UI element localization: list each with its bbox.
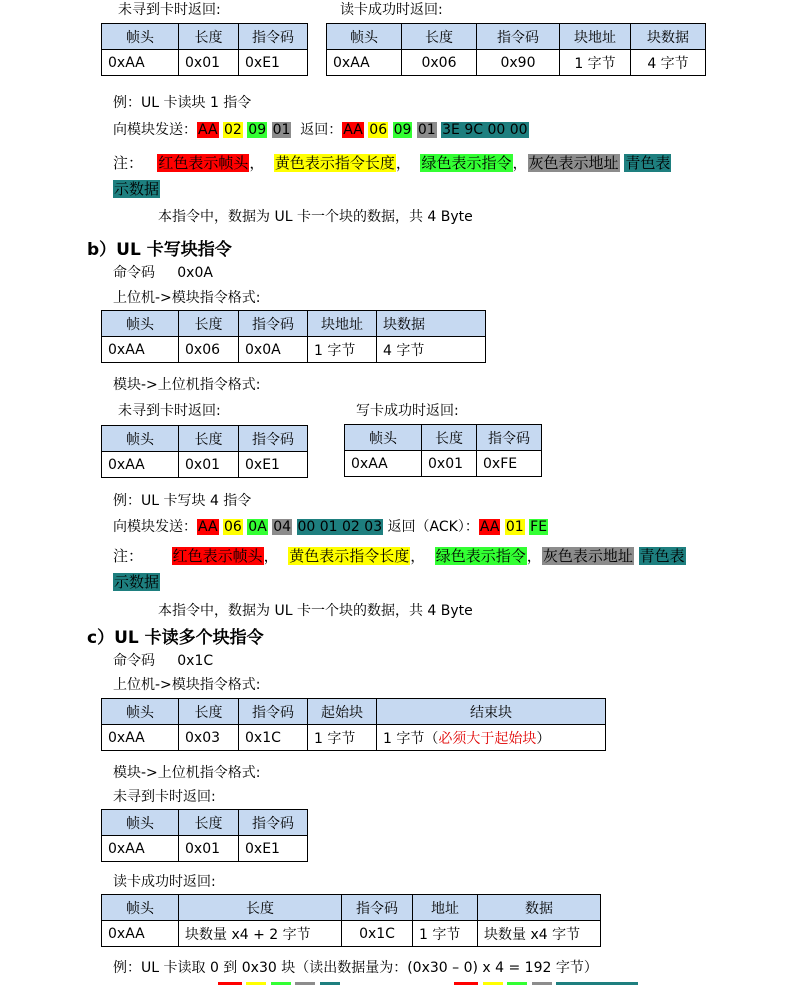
table-header: 长度 bbox=[422, 425, 477, 451]
send-prefix: 向模块发送： bbox=[113, 122, 197, 138]
legend-yellow: 黄色表示指令长度 bbox=[274, 154, 395, 172]
table-header: 指令码 bbox=[239, 24, 308, 50]
address-byte: 01 bbox=[272, 122, 291, 138]
table-cell: 1 字节 bbox=[308, 337, 377, 363]
table-header: 指令码 bbox=[239, 699, 308, 725]
legend-green: 绿色表示指令 bbox=[435, 547, 526, 565]
legend-gray: 灰色表示地址 bbox=[542, 547, 633, 565]
remark: 本指令中，数据为 UL 卡一个块的数据，共 4 Byte bbox=[158, 209, 473, 225]
cmd-value: 0x0A bbox=[177, 265, 213, 281]
cmd-code-line bbox=[113, 650, 213, 670]
table-header: 指令码 bbox=[342, 895, 413, 921]
table-cell: 0xAA bbox=[102, 921, 179, 947]
legend-separator: ， bbox=[512, 154, 528, 172]
table-cell: 0xAA bbox=[102, 337, 179, 363]
table-header: 长度 bbox=[402, 24, 477, 50]
table-header: 帧头 bbox=[102, 810, 179, 836]
table-header: 长度 bbox=[179, 426, 239, 452]
example-title: 例：UL 卡读取 0 到 0x30 块（读出数据量为：(0x30 – 0) x 4 = 192 字节） bbox=[113, 960, 598, 976]
return-prefix: 返回： bbox=[300, 122, 343, 138]
table-cell: 0x0A bbox=[239, 337, 308, 363]
table-cell: 4 字节 bbox=[377, 337, 486, 363]
write-success-label: 写卡成功时返回: bbox=[356, 403, 459, 419]
not-found-label: 未寻到卡时返回: bbox=[113, 789, 216, 805]
example-title: 例：UL 卡读块 1 指令 bbox=[113, 95, 252, 111]
clipped-send-line bbox=[113, 980, 673, 985]
table-header: 指令码 bbox=[239, 426, 308, 452]
legend-teal: 青色表 bbox=[639, 547, 685, 565]
table-cell: 块数量 x4 字节 bbox=[478, 921, 601, 947]
table-header: 块地址 bbox=[560, 24, 631, 50]
data-bytes: 3E 9C 00 00 bbox=[442, 122, 528, 138]
length-byte: 01 bbox=[505, 519, 524, 535]
read-not-found-table bbox=[101, 23, 308, 76]
cmd-label: 命令码 bbox=[113, 265, 155, 281]
module-format-label: 模块->上位机指令格式: bbox=[113, 377, 261, 393]
legend-separator: ， bbox=[526, 547, 542, 565]
table-header: 块数据 bbox=[377, 311, 486, 337]
read-success-label: 读卡成功时返回: bbox=[113, 874, 216, 890]
data-bytes: 00 01 02 03 bbox=[297, 519, 383, 535]
cmd-value: 0x1C bbox=[177, 653, 214, 669]
table-cell: 0xAA bbox=[102, 50, 179, 76]
cmd-label: 命令码 bbox=[113, 653, 155, 669]
multi-read-not-found-table bbox=[101, 809, 308, 862]
write-not-found-table bbox=[101, 425, 308, 478]
table-cell: 0x1C bbox=[342, 921, 413, 947]
table-cell: 4 字节 bbox=[631, 50, 706, 76]
length-byte: 06 bbox=[224, 519, 242, 535]
table-header: 帧头 bbox=[102, 895, 179, 921]
legend-separator: ， bbox=[410, 547, 426, 565]
table-cell: 1 字节 bbox=[308, 725, 377, 751]
note-prefix: 注： bbox=[113, 154, 144, 172]
host-format-label: 上位机->模块指令格式: bbox=[113, 677, 261, 693]
not-found-label: 未寻到卡时返回: bbox=[118, 403, 221, 419]
table-cell: 0xAA bbox=[345, 451, 422, 477]
end-block-constraint: 必须大于起始块 bbox=[438, 730, 537, 747]
table-header: 指令码 bbox=[477, 425, 542, 451]
table-cell: 0xE1 bbox=[239, 452, 308, 478]
table-header: 结束块 bbox=[377, 699, 606, 725]
table-header: 帧头 bbox=[102, 426, 179, 452]
frame-head-byte: AA bbox=[198, 519, 218, 535]
table-header: 帧头 bbox=[327, 24, 402, 50]
table-cell: 1 字节 bbox=[413, 921, 478, 947]
multi-read-success-table bbox=[101, 894, 601, 947]
table-cell: 0xE1 bbox=[239, 50, 308, 76]
host-format-label: 上位机->模块指令格式: bbox=[113, 290, 261, 306]
section-c-title: c）UL 卡读多个块指令 bbox=[87, 628, 264, 648]
table-cell: 0x03 bbox=[179, 725, 239, 751]
table-cell: 块数量 x4 + 2 字节 bbox=[179, 921, 342, 947]
table-header: 长度 bbox=[179, 311, 239, 337]
legend-teal-2: 示数据 bbox=[114, 180, 160, 198]
table-header: 长度 bbox=[179, 24, 239, 50]
example-title: 例：UL 卡写块 4 指令 bbox=[113, 493, 252, 509]
table-cell: 1 字节 bbox=[560, 50, 631, 76]
legend-separator: ， bbox=[263, 547, 279, 565]
color-legend-note bbox=[113, 545, 686, 566]
write-success-table bbox=[344, 424, 542, 477]
table-header: 长度 bbox=[179, 895, 342, 921]
table-cell: 0xAA bbox=[102, 725, 179, 751]
read-success-table bbox=[326, 23, 706, 76]
table-cell: 0x1C bbox=[239, 725, 308, 751]
command-byte: 09 bbox=[393, 122, 412, 138]
table-header: 地址 bbox=[413, 895, 478, 921]
table-cell: 0xE1 bbox=[239, 836, 308, 862]
table-cell: 0x01 bbox=[179, 452, 239, 478]
table-header: 指令码 bbox=[239, 311, 308, 337]
remark: 本指令中，数据为 UL 卡一个块的数据，共 4 Byte bbox=[158, 603, 473, 619]
section-b-title: b）UL 卡写块指令 bbox=[87, 240, 232, 260]
table-header: 指令码 bbox=[239, 810, 308, 836]
table-header: 帧头 bbox=[345, 425, 422, 451]
frame-head-byte: AA bbox=[479, 519, 500, 535]
legend-yellow: 黄色表示指令长度 bbox=[289, 547, 410, 565]
return-prefix: 返回（ACK）： bbox=[387, 519, 479, 535]
table-header: 帧头 bbox=[102, 311, 179, 337]
legend-green: 绿色表示指令 bbox=[421, 154, 512, 172]
table-header: 长度 bbox=[179, 699, 239, 725]
write-host-table bbox=[101, 310, 486, 363]
length-byte: 02 bbox=[224, 122, 242, 138]
cmd-code-line bbox=[113, 262, 213, 282]
legend-teal-cont bbox=[113, 178, 160, 199]
legend-gray: 灰色表示地址 bbox=[528, 154, 619, 172]
send-prefix: 向模块发送： bbox=[113, 519, 197, 535]
color-legend-note bbox=[113, 152, 671, 173]
not-found-label: 未寻到卡时返回: bbox=[118, 2, 221, 18]
table-cell bbox=[377, 725, 606, 751]
table-header: 块地址 bbox=[308, 311, 377, 337]
command-byte: FE bbox=[530, 519, 548, 535]
table-header: 帧头 bbox=[102, 24, 179, 50]
legend-teal-2: 示数据 bbox=[114, 573, 160, 591]
table-cell: 0x06 bbox=[402, 50, 477, 76]
command-byte: 0A bbox=[248, 519, 267, 535]
legend-red: 红色表示帧头 bbox=[158, 154, 249, 172]
table-cell: 0x01 bbox=[422, 451, 477, 477]
frame-head-byte: AA bbox=[343, 122, 363, 138]
table-cell: 0xAA bbox=[327, 50, 402, 76]
table-header: 长度 bbox=[179, 810, 239, 836]
table-cell: 0x06 bbox=[179, 337, 239, 363]
table-cell: 0xAA bbox=[102, 836, 179, 862]
table-header: 数据 bbox=[478, 895, 601, 921]
send-line bbox=[113, 516, 548, 536]
length-byte: 06 bbox=[369, 122, 388, 138]
address-byte: 01 bbox=[417, 122, 436, 138]
send-line bbox=[113, 119, 529, 139]
table-header: 块数据 bbox=[631, 24, 706, 50]
command-byte: 09 bbox=[248, 122, 267, 138]
table-cell: 0x01 bbox=[179, 50, 239, 76]
legend-red: 红色表示帧头 bbox=[172, 547, 263, 565]
module-format-label: 模块->上位机指令格式: bbox=[113, 765, 261, 781]
address-byte: 04 bbox=[273, 519, 292, 535]
table-cell: 0xFE bbox=[477, 451, 542, 477]
end-block-size: 1 字节（ bbox=[383, 730, 439, 747]
table-cell: 0x01 bbox=[179, 836, 239, 862]
read-success-label: 读卡成功时返回: bbox=[340, 2, 443, 18]
multi-read-host-table bbox=[101, 698, 606, 751]
table-cell: 0x90 bbox=[477, 50, 560, 76]
table-cell: 0xAA bbox=[102, 452, 179, 478]
legend-teal: 青色表 bbox=[625, 154, 671, 172]
table-header: 帧头 bbox=[102, 699, 179, 725]
legend-teal-cont bbox=[113, 571, 160, 592]
legend-separator: ， bbox=[249, 154, 265, 172]
table-header: 指令码 bbox=[477, 24, 560, 50]
end-block-close: ） bbox=[536, 730, 551, 747]
legend-separator: ， bbox=[395, 154, 411, 172]
frame-head-byte: AA bbox=[198, 122, 218, 138]
note-prefix: 注： bbox=[113, 547, 144, 565]
table-header: 起始块 bbox=[308, 699, 377, 725]
